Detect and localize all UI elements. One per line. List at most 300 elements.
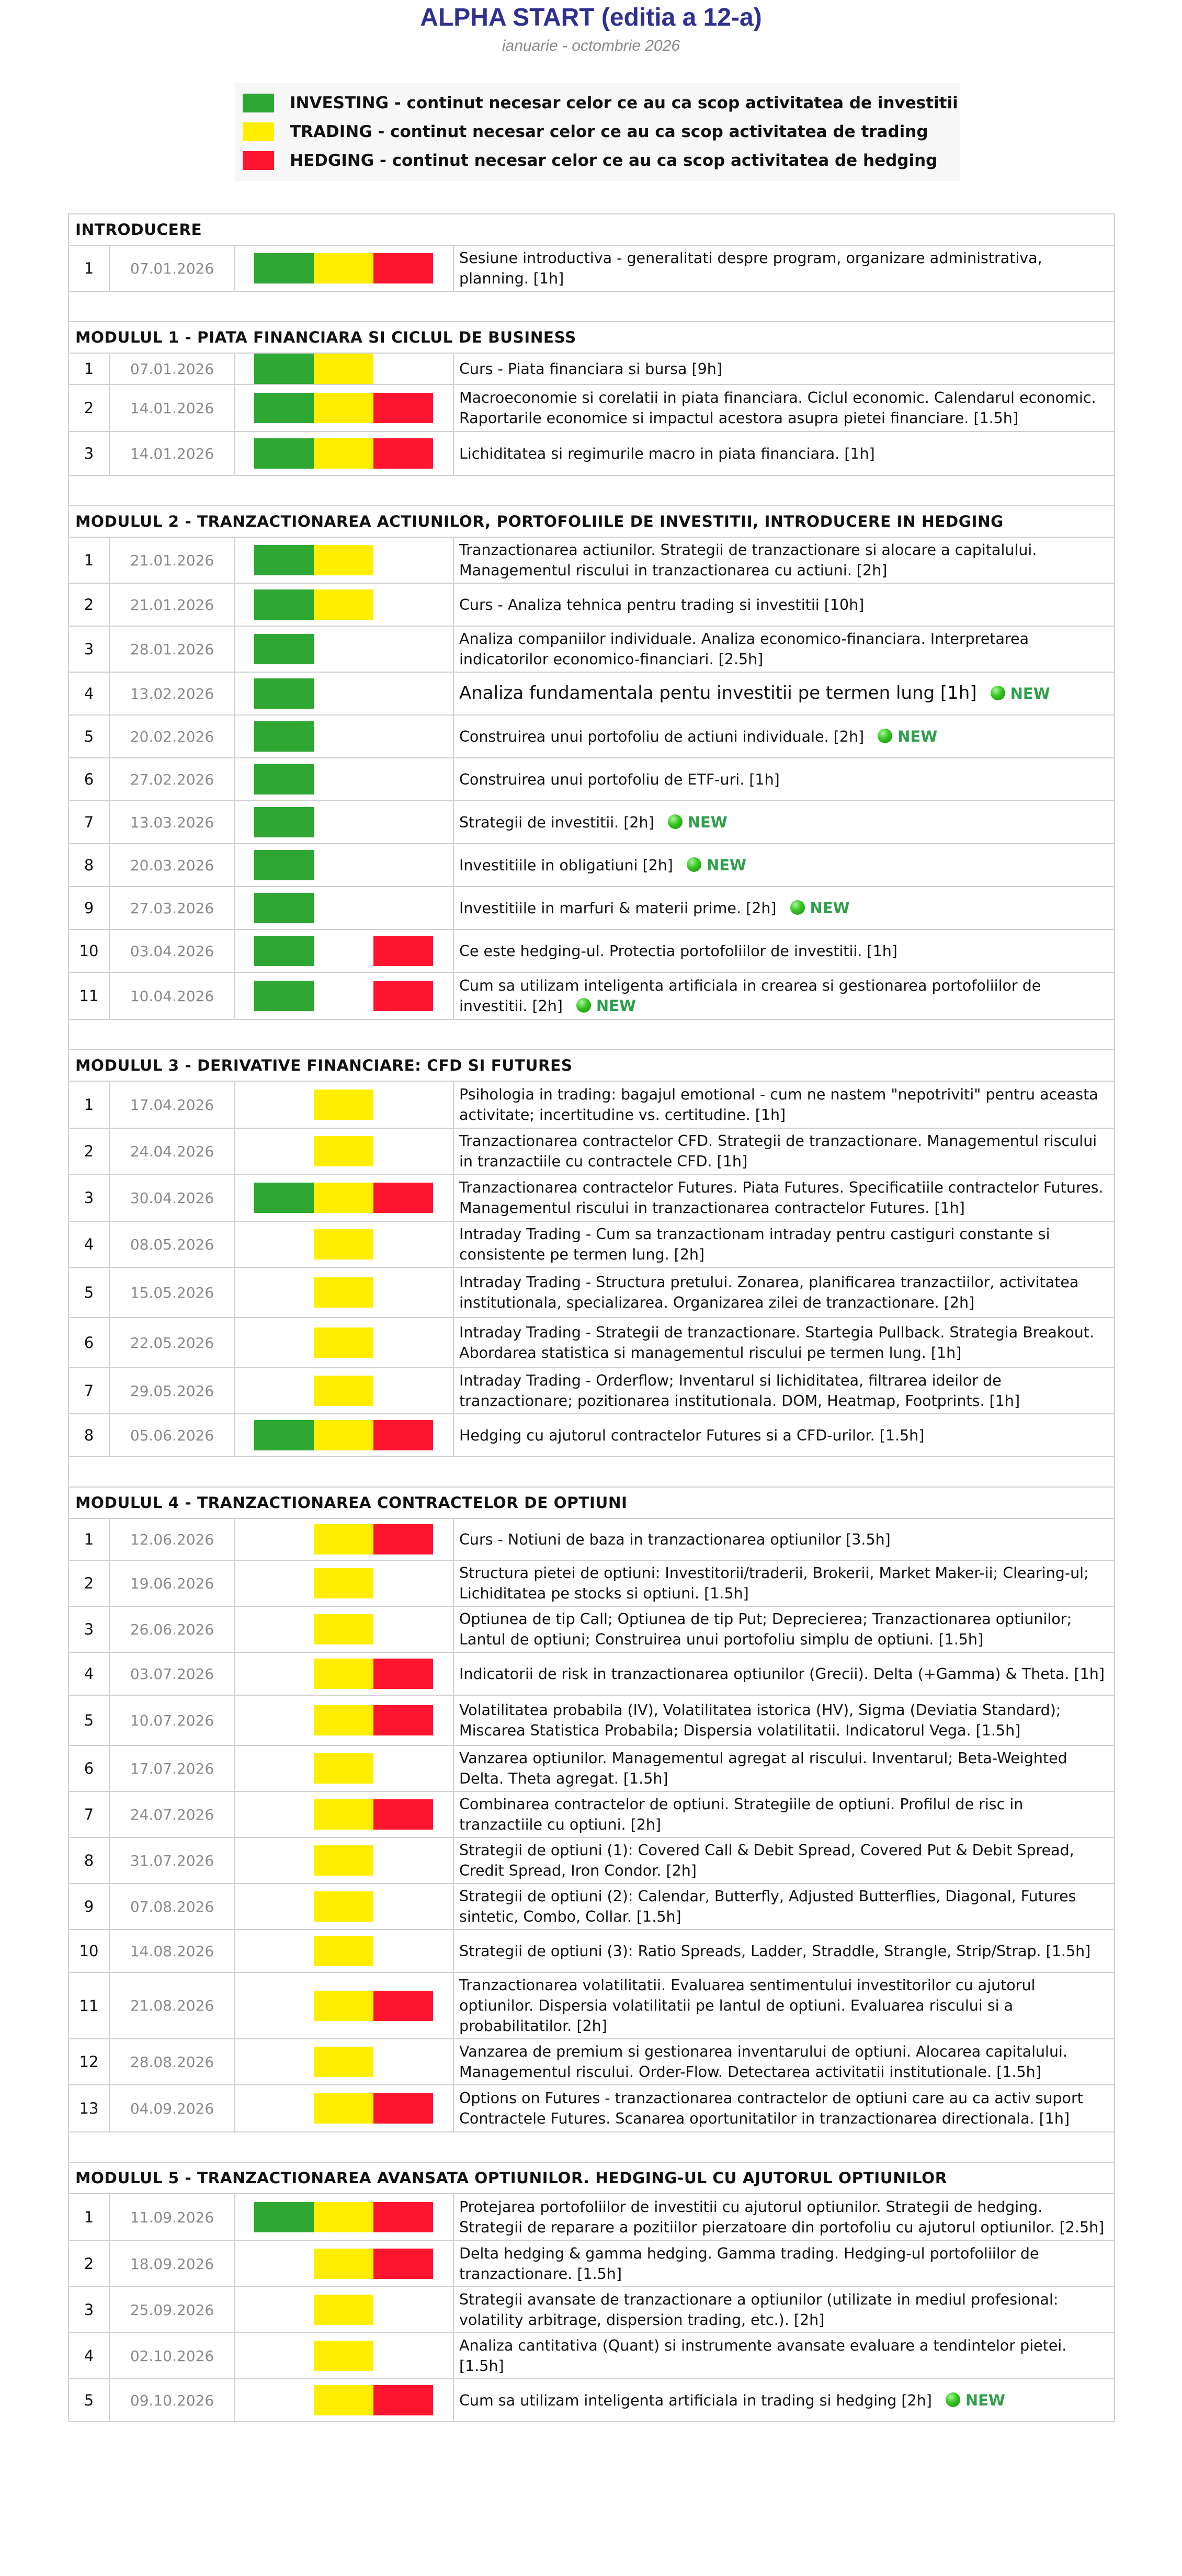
session-text: Ce este hedging-ul. Protectia portofoliilor de investitii. [1h] (459, 942, 897, 960)
audience-bar-group (235, 2341, 453, 2371)
session-number: 3 (69, 1174, 109, 1221)
session-number: 2 (69, 1128, 109, 1174)
audience-bar-group (235, 1183, 453, 1213)
session-row (69, 2287, 1115, 2333)
audience-bar-group (235, 2249, 453, 2279)
audience-bar-group (235, 1659, 453, 1689)
new-label: NEW (687, 813, 728, 831)
hedging-block (373, 438, 433, 469)
investing-block (254, 807, 314, 837)
session-row (69, 1414, 1115, 1457)
session-description (453, 353, 1115, 384)
audience-bar-group (235, 936, 453, 966)
session-date: 22.05.2026 (109, 1318, 235, 1368)
audience-bar-group (235, 1799, 453, 1830)
session-description (453, 2039, 1115, 2085)
session-text: Investitiile in obligatiuni [2h] (459, 856, 673, 874)
audience-bar-group (235, 678, 453, 709)
audience-bars (235, 537, 453, 583)
trading-block (314, 354, 373, 384)
section-header (69, 506, 1115, 537)
investing-block (254, 634, 314, 664)
trading-block (314, 2385, 373, 2415)
session-date: 13.02.2026 (109, 672, 235, 715)
session-description (453, 1930, 1115, 1972)
session-date: 09.10.2026 (109, 2379, 235, 2422)
legend-item-trading (243, 118, 928, 146)
session-number: 13 (69, 2085, 109, 2132)
session-description (453, 2287, 1115, 2333)
section-header (69, 1487, 1115, 1518)
curriculum-table (68, 213, 1115, 2422)
session-row (69, 2333, 1115, 2379)
audience-bars (235, 972, 453, 1019)
session-row (69, 626, 1115, 672)
audience-bars (235, 2194, 453, 2241)
session-date: 27.03.2026 (109, 887, 235, 929)
session-date: 17.04.2026 (109, 1081, 235, 1128)
session-text: Structura pietei de optiuni: Investitorii/traderii, Brokerii, Market Maker-ii; Clearing-ul; Lichiditatea pe stocks si optiuni. [1.5h] (459, 1564, 1089, 1602)
session-date: 21.01.2026 (109, 583, 235, 626)
session-text: Intraday Trading - Structura pretului. Zonarea, planificarea tranzactiilor, activitatea institutionala, specializarea. Organizarea zilei de tranzactionare. [2h] (459, 1274, 1079, 1311)
empty-block (254, 1376, 314, 1406)
audience-bar-group (235, 807, 453, 837)
investing-block (254, 545, 314, 575)
session-description (453, 672, 1115, 715)
session-text: Strategii de investitii. [2h] (459, 813, 654, 831)
audience-bars (235, 929, 453, 972)
session-number: 8 (69, 1837, 109, 1883)
section-spacer (69, 291, 1115, 322)
empty-block (254, 2385, 314, 2415)
session-number: 7 (69, 1791, 109, 1837)
session-description (453, 537, 1115, 583)
session-number: 5 (69, 715, 109, 758)
audience-bar-group (235, 2295, 453, 2325)
session-text: Analiza cantitativa (Quant) si instrumente avansate evaluare a tendintelor pietei. [1.5h] (459, 2337, 1067, 2375)
session-description (453, 887, 1115, 929)
session-number: 7 (69, 801, 109, 844)
hedging-block (373, 1183, 433, 1213)
session-description (453, 1972, 1115, 2039)
legend-item-investing (243, 89, 958, 117)
trading-block (314, 393, 373, 423)
legend-label-trading: TRADING - continut necesar celor ce au ca scop activitatea de trading (290, 122, 928, 141)
legend-item-hedging (243, 146, 937, 175)
session-text: Tranzactionarea volatilitatii. Evaluarea sentimentului investitorilor cu ajutorul optiunilor. Dispersia volatilitatii pe lantul de optiuni. Evaluarea riscului si a probabilitatilor. [2h] (459, 1977, 1036, 2035)
investing-block (254, 936, 314, 966)
session-number: 7 (69, 1368, 109, 1414)
investing-block (254, 678, 314, 709)
session-date: 24.07.2026 (109, 1791, 235, 1837)
session-text: Options on Futures - tranzactionarea contractelor de optiuni care au ca activ suport Contractele Futures. Scanarea oportunitatilor in tranzactionarea directionala. [1h] (459, 2090, 1083, 2127)
audience-bars (235, 1652, 453, 1695)
session-description (453, 583, 1115, 626)
audience-bars (235, 1128, 453, 1174)
session-text: Strategii de optiuni (2): Calendar, Butterfly, Adjusted Butterflies, Diagonal, Futures sintetic, Combo, Collar. [1.5h] (459, 1888, 1076, 1925)
session-number: 2 (69, 384, 109, 432)
session-number: 2 (69, 583, 109, 626)
session-date: 20.03.2026 (109, 844, 235, 887)
session-date: 24.04.2026 (109, 1128, 235, 1174)
new-badge (946, 2390, 1005, 2411)
empty-block (254, 1568, 314, 1598)
session-description (453, 384, 1115, 432)
legend-swatch-investing (243, 94, 274, 112)
audience-bar-group (235, 438, 453, 469)
session-date: 12.06.2026 (109, 1518, 235, 1560)
session-row (69, 929, 1115, 972)
session-date: 20.02.2026 (109, 715, 235, 758)
session-date: 14.01.2026 (109, 384, 235, 432)
audience-bars (235, 432, 453, 475)
session-description (453, 1267, 1115, 1318)
session-text: Curs - Notiuni de baza in tranzactionarea optiunilor [3.5h] (459, 1530, 891, 1548)
session-row (69, 2379, 1115, 2422)
session-text: Optiunea de tip Call; Optiunea de tip Put; Deprecierea; Tranzactionarea optiunilor; Lantul de optiuni; Construirea unui portofoliu simplu de optiuni. [1.5h] (459, 1610, 1072, 1648)
session-number: 3 (69, 432, 109, 475)
session-number: 1 (69, 1081, 109, 1128)
session-text: Tranzactionarea contractelor CFD. Strategii de tranzactionare. Managementul riscului in tranzactiile cu contractele CFD. [1h] (459, 1132, 1097, 1170)
audience-bar-group (235, 1229, 453, 1259)
empty-block (254, 1799, 314, 1830)
audience-bars (235, 2333, 453, 2379)
session-date: 15.05.2026 (109, 1267, 235, 1318)
trading-block (314, 1705, 373, 1735)
section-title: INTRODUCERE (69, 214, 1115, 245)
session-text: Strategii avansate de tranzactionare a optiunilor (utilizate in mediul profesional: volatility arbitrage, dispersion trading, etc.). [2h] (459, 2291, 1059, 2329)
session-row (69, 1128, 1115, 1174)
trading-block (314, 2341, 373, 2371)
session-number: 5 (69, 1267, 109, 1318)
session-row (69, 801, 1115, 844)
session-text: Curs - Piata financiara si bursa [9h] (459, 360, 722, 378)
hedging-block (373, 1659, 433, 1689)
session-date: 19.06.2026 (109, 1560, 235, 1606)
empty-block (254, 1845, 314, 1876)
session-text: Strategii de optiuni (3): Ratio Spreads, Ladder, Straddle, Strangle, Strip/Strap. [1.5h] (459, 1942, 1091, 1960)
trading-block (314, 1659, 373, 1689)
investing-block (254, 1183, 314, 1213)
legend-label-hedging: HEDGING - continut necesar celor ce au ca scop activitatea de hedging (290, 151, 938, 170)
session-row (69, 1652, 1115, 1695)
new-label: NEW (965, 2391, 1005, 2409)
session-number: 5 (69, 1695, 109, 1745)
session-row (69, 1745, 1115, 1791)
investing-block (254, 721, 314, 752)
session-date: 07.01.2026 (109, 245, 235, 291)
session-description (453, 1652, 1115, 1695)
session-number: 6 (69, 758, 109, 801)
audience-bars (235, 715, 453, 758)
session-number: 8 (69, 844, 109, 887)
audience-bars (235, 245, 453, 291)
session-number: 1 (69, 537, 109, 583)
page-title: ALPHA START (editia a 12-a) (420, 4, 762, 31)
session-date: 17.07.2026 (109, 1745, 235, 1791)
session-row (69, 432, 1115, 475)
session-description (453, 2241, 1115, 2287)
session-text: Tranzactionarea actiunilor. Strategii de tranzactionare si alocare a capitalului. Managementul riscului in tranzactionarea cu actiuni. [2h] (459, 541, 1037, 579)
session-row (69, 1972, 1115, 2039)
audience-bar-group (235, 1845, 453, 1876)
audience-bar-group (235, 393, 453, 423)
session-text: Analiza companiilor individuale. Analiza economico-financiara. Interpretarea indicatorilor economico-financiari. [2.5h] (459, 630, 1029, 668)
session-text: Sesiune introductiva - generalitati despre program, organizare administrativa, planning. [1h] (459, 249, 1042, 287)
session-description (453, 1081, 1115, 1128)
empty-block (254, 1614, 314, 1644)
green-dot-icon (668, 814, 683, 829)
session-description (453, 801, 1115, 844)
session-row (69, 583, 1115, 626)
trading-block (314, 1568, 373, 1598)
spacer-cell (69, 1457, 1115, 1487)
new-label: NEW (1010, 685, 1050, 702)
audience-bar-group (235, 1524, 453, 1554)
session-text: Construirea unui portofoliu de ETF-uri. [1h] (459, 770, 780, 788)
session-number: 1 (69, 353, 109, 384)
audience-bar-group (235, 893, 453, 923)
session-date: 07.08.2026 (109, 1883, 235, 1930)
session-row (69, 384, 1115, 432)
session-date: 28.08.2026 (109, 2039, 235, 2085)
session-row (69, 887, 1115, 929)
session-description (453, 245, 1115, 291)
audience-bar-group (235, 1891, 453, 1922)
session-description (453, 1837, 1115, 1883)
session-text: Indicatorii de risk in tranzactionarea optiunilor (Grecii). Delta (+Gamma) & Theta. [1h] (459, 1665, 1105, 1683)
trading-block (314, 1845, 373, 1876)
session-description (453, 2333, 1115, 2379)
empty-block (254, 1136, 314, 1166)
session-text: Intraday Trading - Orderflow; Inventarul si lichiditatea, filtrarea ideilor de tranzactionare; pozitionarea institutionala. DOM, Heatmap, Footprints. [1h] (459, 1372, 1020, 1410)
trading-block (314, 2047, 373, 2077)
section-spacer (69, 475, 1115, 506)
session-number: 8 (69, 1414, 109, 1457)
session-row (69, 1318, 1115, 1368)
session-number: 2 (69, 1560, 109, 1606)
section-header (69, 2162, 1115, 2194)
session-row (69, 2194, 1115, 2241)
spacer-cell (69, 475, 1115, 506)
new-badge (790, 898, 850, 918)
audience-bar-group (235, 2202, 453, 2232)
session-date: 05.06.2026 (109, 1414, 235, 1457)
green-dot-icon (687, 857, 701, 872)
session-row (69, 2241, 1115, 2287)
session-number: 3 (69, 2287, 109, 2333)
session-date: 03.04.2026 (109, 929, 235, 972)
audience-bar-group (235, 634, 453, 664)
trading-block (314, 1524, 373, 1554)
session-number: 6 (69, 1745, 109, 1791)
green-dot-icon (576, 998, 591, 1013)
audience-bar-group (235, 1568, 453, 1598)
session-description (453, 1695, 1115, 1745)
trading-block (314, 253, 373, 283)
trading-block (314, 438, 373, 469)
session-number: 1 (69, 1518, 109, 1560)
session-number: 1 (69, 2194, 109, 2241)
session-text: Combinarea contractelor de optiuni. Strategiile de optiuni. Profilul de risc in tranzactiile cu optiuni. [2h] (459, 1796, 1024, 1833)
session-description (453, 1174, 1115, 1221)
audience-bars (235, 2085, 453, 2132)
audience-bar-group (235, 981, 453, 1011)
legend-swatch-hedging (243, 151, 274, 170)
session-row (69, 1695, 1115, 1745)
session-row (69, 1930, 1115, 1972)
audience-bars (235, 2287, 453, 2333)
session-date: 14.08.2026 (109, 1930, 235, 1972)
legend-swatch-trading (243, 122, 274, 141)
session-date: 10.04.2026 (109, 972, 235, 1019)
session-row (69, 672, 1115, 715)
trading-block (314, 1090, 373, 1120)
session-description (453, 1560, 1115, 1606)
empty-block (314, 981, 373, 1011)
session-date: 04.09.2026 (109, 2085, 235, 2132)
empty-block (254, 2093, 314, 2124)
session-description (453, 626, 1115, 672)
session-date: 30.04.2026 (109, 1174, 235, 1221)
session-date: 28.01.2026 (109, 626, 235, 672)
page-subtitle: ianuarie - octombrie 2026 (502, 37, 680, 54)
audience-bars (235, 1518, 453, 1560)
investing-block (254, 393, 314, 423)
audience-bars (235, 844, 453, 887)
session-date: 07.01.2026 (109, 353, 235, 384)
session-text: Protejarea portofoliilor de investitii cu ajutorul optiunilor. Strategii de hedging. Strategii de reparare a pozitiilor pierzatoare din portofoliu cu ajutorul optiunilor. [2.5h] (459, 2198, 1105, 2236)
session-number: 10 (69, 929, 109, 972)
spacer-cell (69, 291, 1115, 322)
session-text: Lichiditatea si regimurile macro in piata financiara. [1h] (459, 445, 875, 462)
empty-block (254, 1327, 314, 1358)
session-description (453, 2379, 1115, 2422)
audience-bar-group (235, 545, 453, 575)
session-text: Volatilitatea probabila (IV), Volatilitatea istorica (HV), Sigma (Deviatia Standard); Miscarea Statistica Probabila; Dispersia volatilitatii. Indicatorul Vega. [1.5h] (459, 1701, 1061, 1739)
empty-block (254, 2341, 314, 2371)
trading-block (314, 1891, 373, 1922)
empty-block (254, 1659, 314, 1689)
session-row (69, 1221, 1115, 1267)
section-spacer (69, 1457, 1115, 1487)
audience-bar-group (235, 253, 453, 283)
audience-bars (235, 384, 453, 432)
new-badge (991, 684, 1050, 704)
session-row (69, 353, 1115, 384)
investing-block (254, 354, 314, 384)
trading-block (314, 2093, 373, 2124)
trading-block (314, 1614, 373, 1644)
session-number: 4 (69, 1221, 109, 1267)
audience-bar-group (235, 1277, 453, 1308)
audience-bars (235, 1221, 453, 1267)
session-date: 25.09.2026 (109, 2287, 235, 2333)
session-row (69, 2085, 1115, 2132)
hedging-block (373, 1799, 433, 1830)
audience-bars (235, 2241, 453, 2287)
session-description (453, 844, 1115, 887)
session-row (69, 1518, 1115, 1560)
audience-bars (235, 1695, 453, 1745)
session-number: 9 (69, 1883, 109, 1930)
session-text: Psihologia in trading: bagajul emotional - cum ne nastem "nepotriviti" pentru aceasta activitate; incertitudine vs. certitudine. [1h] (459, 1086, 1098, 1124)
audience-bars (235, 1267, 453, 1318)
trading-block (314, 545, 373, 575)
session-date: 31.07.2026 (109, 1837, 235, 1883)
trading-block (314, 2249, 373, 2279)
session-text: Vanzarea de premium si gestionarea inventarului de optiuni. Alocarea capitalului. Managementul riscului. Order-Flow. Detectarea activitatii institutionale. [1.5h] (459, 2043, 1068, 2081)
trading-block (314, 1136, 373, 1166)
empty-block (254, 2295, 314, 2325)
session-text: Strategii de optiuni (1): Covered Call & Debit Spread, Covered Put & Debit Spread, Credit Spread, Iron Condor. [2h] (459, 1842, 1074, 1879)
hedging-block (373, 2093, 433, 2124)
hedging-block (373, 2385, 433, 2415)
session-text: Hedging cu ajutorul contractelor Futures si a CFD-urilor. [1.5h] (459, 1426, 925, 1444)
session-row (69, 1267, 1115, 1318)
empty-block (254, 1090, 314, 1120)
session-number: 4 (69, 2333, 109, 2379)
trading-block (314, 1277, 373, 1308)
hedging-block (373, 1991, 433, 2021)
session-date: 03.07.2026 (109, 1652, 235, 1695)
new-label: NEW (810, 899, 850, 917)
session-number: 6 (69, 1318, 109, 1368)
session-row (69, 537, 1115, 583)
session-number: 11 (69, 972, 109, 1019)
audience-bar-group (235, 2385, 453, 2415)
hedging-block (373, 1705, 433, 1735)
section-title: MODULUL 3 - DERIVATIVE FINANCIARE: CFD SI FUTURES (69, 1050, 1115, 1081)
session-date: 21.08.2026 (109, 1972, 235, 2039)
session-row (69, 1174, 1115, 1221)
session-text: Curs - Analiza tehnica pentru trading si investitii [10h] (459, 596, 865, 614)
session-date: 21.01.2026 (109, 537, 235, 583)
audience-bars (235, 1318, 453, 1368)
empty-block (254, 1936, 314, 1966)
trading-block (314, 1753, 373, 1784)
green-dot-icon (878, 729, 892, 743)
trading-block (314, 1799, 373, 1830)
session-description (453, 1745, 1115, 1791)
empty-block (254, 1891, 314, 1922)
new-label: NEW (706, 856, 747, 874)
audience-bar-group (235, 1705, 453, 1735)
session-text: Macroeconomie si corelatii in piata financiara. Ciclul economic. Calendarul economic. Raportarile economice si impactul acestora asupra pietei financiare. [1.5h] (459, 389, 1096, 427)
audience-bars (235, 1837, 453, 1883)
trading-block (314, 2295, 373, 2325)
hedging-block (373, 936, 433, 966)
empty-block (254, 1524, 314, 1554)
audience-bars (235, 1560, 453, 1606)
session-description (453, 929, 1115, 972)
audience-bars (235, 626, 453, 672)
hedging-block (373, 2249, 433, 2279)
session-row (69, 844, 1115, 887)
investing-block (254, 764, 314, 795)
new-label: NEW (596, 997, 636, 1015)
trading-block (314, 2202, 373, 2232)
audience-bar-group (235, 1614, 453, 1644)
session-text: Delta hedging & gamma hedging. Gamma trading. Hedging-ul portofoliilor de tranzactionare. [1.5h] (459, 2245, 1039, 2283)
section-title: MODULUL 1 - PIATA FINANCIARA SI CICLUL DE BUSINESS (69, 322, 1115, 353)
session-text: Intraday Trading - Cum sa tranzactionam intraday pentru castiguri constante si consistente pe termen lung. [2h] (459, 1225, 1050, 1263)
trading-block (314, 1376, 373, 1406)
hedging-block (373, 1420, 433, 1450)
section-header (69, 322, 1115, 353)
session-number: 3 (69, 1606, 109, 1652)
session-text: Analiza fundamentala pentu investitii pe termen lung [1h] (459, 683, 977, 703)
